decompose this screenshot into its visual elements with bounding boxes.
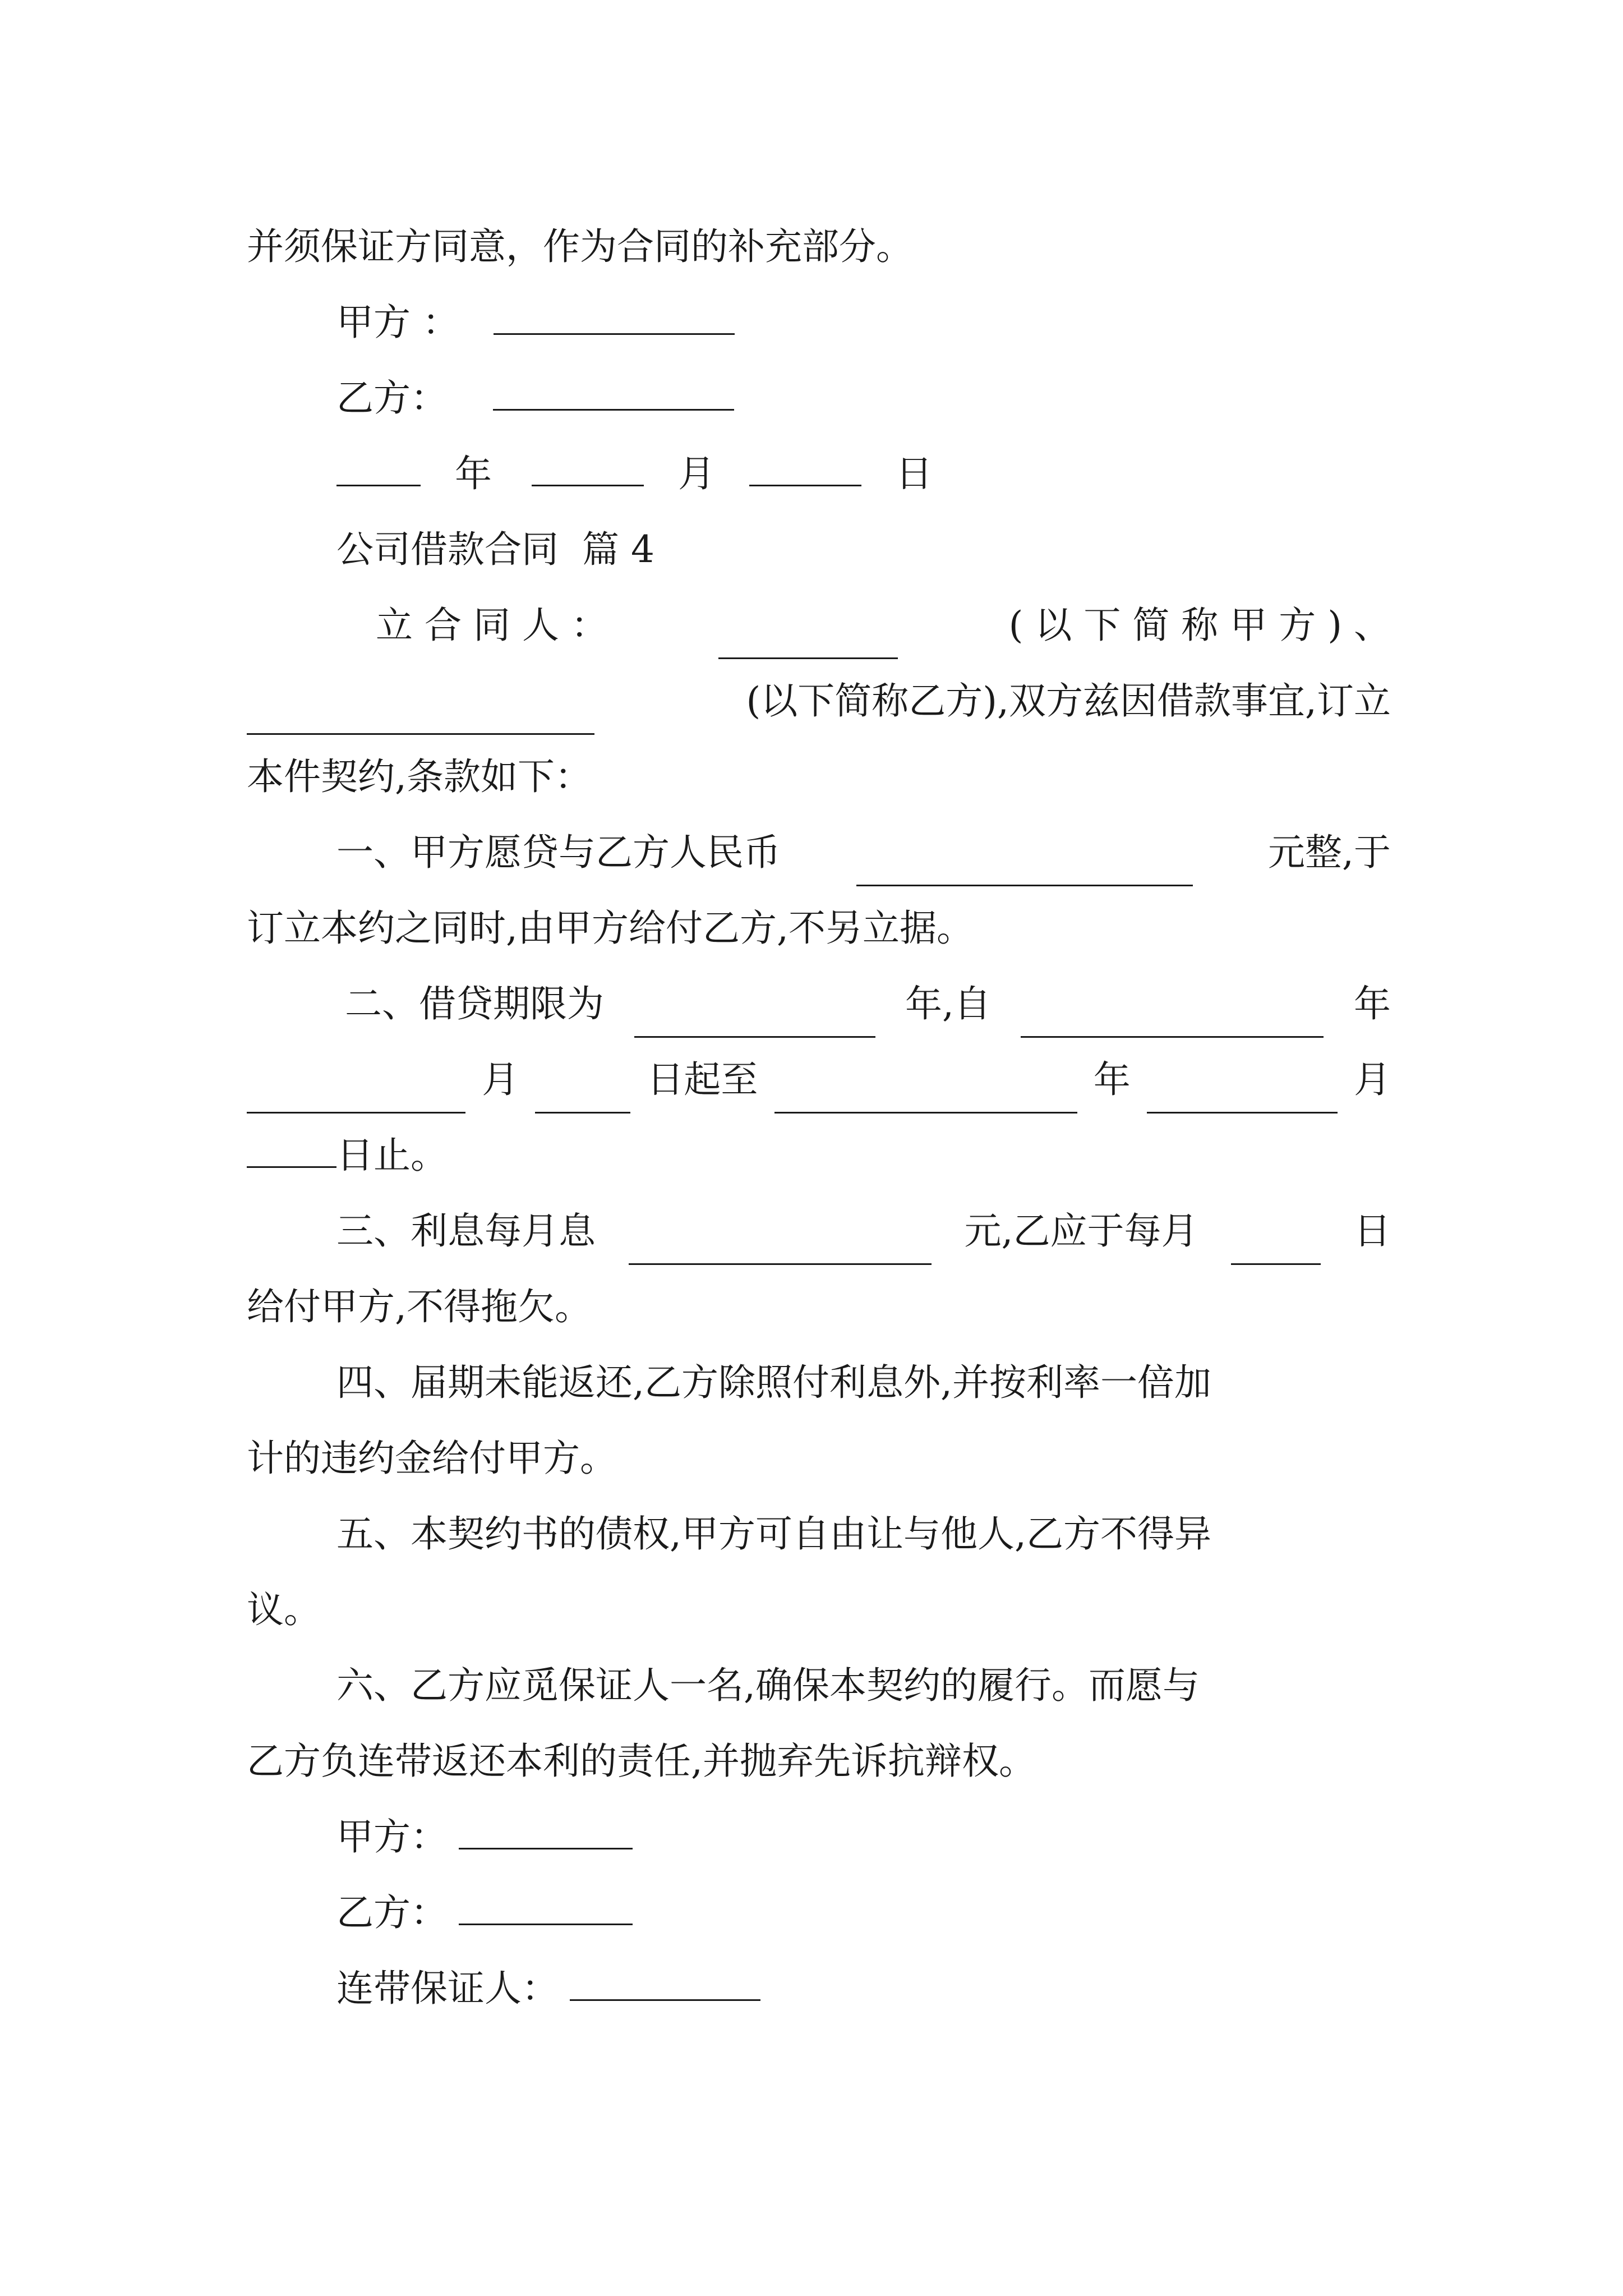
final-signature-party-a xyxy=(336,1803,1391,1871)
contracting-party-label: 立 合 同 人 ： xyxy=(376,604,608,647)
section-title-text: 公司借款合同 篇 4 xyxy=(336,528,654,571)
month-blank[interactable] xyxy=(532,451,644,486)
clause-2-line-3 xyxy=(247,1122,1391,1189)
pay-day-blank[interactable] xyxy=(1231,1230,1321,1265)
text: 元,乙应于每月 xyxy=(964,1209,1198,1253)
intro-line-1 xyxy=(376,592,1391,659)
start-day-blank[interactable] xyxy=(535,1078,630,1114)
signature-party-a xyxy=(336,289,1391,356)
end-day-blank[interactable] xyxy=(247,1133,336,1168)
party-b-label: 乙方： xyxy=(336,376,448,420)
day-label: 日 xyxy=(895,452,933,495)
start-month-blank[interactable] xyxy=(247,1078,465,1114)
guarantor-label: 连带保证人： xyxy=(336,1967,559,2010)
text: 元整,于 xyxy=(1268,831,1391,874)
text: 给付甲方,不得拖欠。 xyxy=(247,1285,592,1328)
clause-2-line-2 xyxy=(247,1046,1391,1114)
clause-6-line-1 xyxy=(336,1652,1391,1719)
party-b-label: 乙方： xyxy=(336,1891,448,1934)
signature-blank[interactable] xyxy=(493,375,734,411)
text: 二、借贷期限为 xyxy=(345,982,604,1025)
text: 年 xyxy=(1093,1058,1131,1101)
final-signature-guarantor xyxy=(336,1955,1391,2022)
signature-blank[interactable] xyxy=(459,1890,633,1925)
text: 日起至 xyxy=(647,1058,758,1101)
text: 六、乙方应觅保证人一名,确保本契约的履行。而愿与 xyxy=(336,1664,1200,1707)
start-year-blank[interactable] xyxy=(1021,1002,1324,1038)
text: 月 xyxy=(1353,1058,1391,1101)
clause-4-line-2 xyxy=(247,1425,1391,1492)
clause-2-line-1 xyxy=(345,970,1391,1038)
clause-3-line-2 xyxy=(247,1273,1391,1341)
clause-1-line-2 xyxy=(247,895,1391,962)
intro-line-3 xyxy=(247,743,1391,811)
signature-blank[interactable] xyxy=(570,1966,760,2001)
party-a-abbrev: ( 以 下 简 称 甲 方 ) 、 xyxy=(1008,604,1391,647)
clause-1-line-1 xyxy=(336,819,1391,886)
year-blank[interactable] xyxy=(336,451,421,486)
amount-blank[interactable] xyxy=(856,851,1193,886)
party-b-name-blank[interactable] xyxy=(247,700,594,735)
text: 三、利息每月息 xyxy=(336,1209,596,1253)
text: 日止。 xyxy=(336,1134,448,1177)
clause-5-line-2 xyxy=(247,1576,1391,1644)
text: 年,自 xyxy=(905,982,991,1025)
signature-blank[interactable] xyxy=(494,300,735,335)
clause-4-line-1 xyxy=(336,1349,1391,1416)
text: 本件契约,条款如下： xyxy=(247,755,592,798)
text: 议。 xyxy=(247,1588,321,1631)
text: 日 xyxy=(1353,1209,1391,1253)
end-month-blank[interactable] xyxy=(1147,1078,1338,1114)
clause-6-line-2 xyxy=(247,1728,1391,1795)
text: 并须保证方同意，作为合同的补充部分。 xyxy=(247,225,913,268)
end-year-blank[interactable] xyxy=(774,1078,1077,1114)
text: 月 xyxy=(482,1058,519,1101)
year-label: 年 xyxy=(454,452,492,495)
clause-3-line-1 xyxy=(336,1198,1391,1265)
month-label: 月 xyxy=(677,452,715,495)
final-signature-party-b xyxy=(336,1879,1391,1947)
text: 年 xyxy=(1353,982,1391,1025)
text: 五、本契约书的债权,甲方可自由让与他人,乙方不得异 xyxy=(336,1512,1211,1556)
clause-5-line-1 xyxy=(336,1501,1391,1568)
paragraph-line xyxy=(247,213,1391,280)
text: 乙方负连带返还本利的责任,并抛弃先诉抗辩权。 xyxy=(247,1740,1036,1783)
section-title xyxy=(336,516,1391,583)
signature-blank[interactable] xyxy=(459,1814,633,1849)
text: 计的违约金给付甲方。 xyxy=(247,1437,617,1480)
term-years-blank[interactable] xyxy=(634,1002,875,1038)
party-a-name-blank[interactable] xyxy=(718,624,898,659)
day-blank[interactable] xyxy=(749,451,861,486)
party-a-label: 甲方： xyxy=(336,1815,448,1858)
text: 四、届期未能返还,乙方除照付利息外,并按利率一倍加 xyxy=(336,1361,1211,1404)
party-a-label: 甲方 ： xyxy=(336,301,459,344)
text: 订立本约之同时,由甲方给付乙方,不另立据。 xyxy=(247,907,974,950)
date-line xyxy=(336,440,1391,508)
text: (以下简称乙方),双方兹因借款事宜,订立 xyxy=(746,679,1391,723)
interest-blank[interactable] xyxy=(629,1230,932,1265)
text: 一、甲方愿贷与乙方人民币 xyxy=(336,831,781,874)
signature-party-b xyxy=(336,365,1391,432)
intro-line-2 xyxy=(247,668,1391,735)
